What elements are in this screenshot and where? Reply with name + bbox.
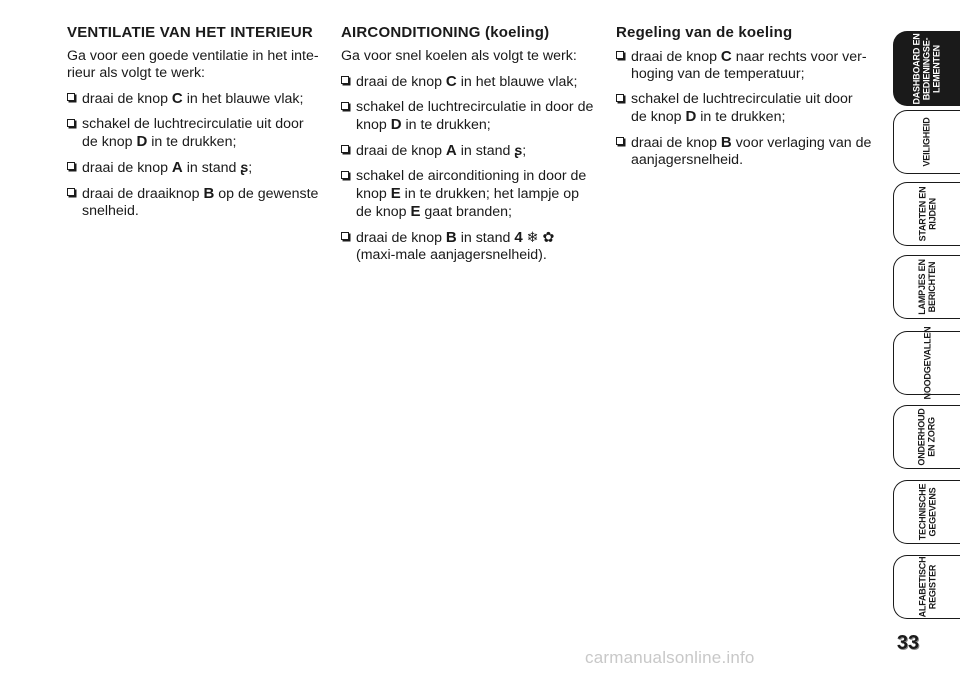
section-title-ventilation: VENTILATIE VAN HET INTERIEUR xyxy=(67,24,313,41)
section-intro: Ga voor snel koelen als volgt te werk: xyxy=(341,48,577,64)
checkbox-bullet-icon xyxy=(67,119,75,127)
fan-speed-icon: ❄ ✿ xyxy=(526,230,555,246)
checkbox-bullet-icon xyxy=(616,137,624,145)
checkbox-bullet-icon xyxy=(67,93,75,101)
page-number: 33 xyxy=(896,632,920,654)
section-title-airconditioning: AIRCONDITIONING (koeling) xyxy=(341,24,550,41)
checkbox-bullet-icon xyxy=(341,102,349,110)
checkbox-bullet-icon xyxy=(341,145,349,153)
checkbox-bullet-icon xyxy=(67,162,75,170)
checkbox-bullet-icon xyxy=(341,76,349,84)
list-item: draai de knop A in stand ʂ; xyxy=(341,142,597,160)
list-item: draai de knop C in het blauwe vlak; xyxy=(341,73,597,91)
tab-veiligheid[interactable]: VEILIGHEID xyxy=(893,110,960,174)
list-item: schakel de airconditioning in door de knop E in te drukken; het lampje op de knop E gaat branden; xyxy=(341,168,597,221)
column-ventilation xyxy=(67,24,323,228)
step-list xyxy=(67,90,323,220)
list-item: draai de knop B voor verlaging van de aanjagersnelheid. xyxy=(616,134,872,169)
list-item: draai de knop C naar rechts voor ver-hoging van de temperatuur; xyxy=(616,48,872,83)
airflow-face-icon: ʂ xyxy=(240,160,249,176)
section-title-cooling-control: Regeling van de koeling xyxy=(616,24,793,41)
step-list xyxy=(341,73,597,264)
column-airconditioning xyxy=(341,24,597,272)
checkbox-bullet-icon xyxy=(341,171,349,179)
list-item: draai de knop B in stand 4 ❄ ✿ (maxi-male aanjagersnelheid). xyxy=(341,229,597,264)
list-item: schakel de luchtrecirculatie in door de knop D in te drukken; xyxy=(341,99,597,134)
tab-register[interactable]: ALFABETISCH REGISTER xyxy=(893,555,960,619)
checkbox-bullet-icon xyxy=(341,232,349,240)
step-list xyxy=(616,48,872,169)
airflow-face-icon: ʂ xyxy=(514,143,523,159)
list-item: draai de knop C in het blauwe vlak; xyxy=(67,90,323,108)
tab-lampjes[interactable]: LAMPJES EN BERICHTEN xyxy=(893,255,960,319)
tab-technische[interactable]: TECHNISCHE GEGEVENS xyxy=(893,480,960,544)
list-item: draai de draaiknop B op de gewenste snelheid. xyxy=(67,185,323,220)
chapter-tabs xyxy=(893,0,960,677)
section-intro: Ga voor een goede ventilatie in het inte-rieur als volgt te werk: xyxy=(67,48,319,81)
column-cooling-control xyxy=(616,24,872,177)
checkbox-bullet-icon xyxy=(616,51,624,59)
list-item: draai de knop A in stand ʂ; xyxy=(67,159,323,177)
tab-dashboard[interactable]: DASHBOARD EN BEDIENINGSE- LEMENTEN xyxy=(893,31,960,106)
checkbox-bullet-icon xyxy=(67,188,75,196)
checkbox-bullet-icon xyxy=(616,94,624,102)
list-item: schakel de luchtrecirculatie uit door de knop D in te drukken; xyxy=(616,91,872,126)
list-item: schakel de luchtrecirculatie uit door de knop D in te drukken; xyxy=(67,116,323,151)
tab-starten[interactable]: STARTEN EN RIJDEN xyxy=(893,182,960,246)
watermark: carmanualsonline.info xyxy=(585,648,755,667)
tab-onderhoud[interactable]: ONDERHOUD EN ZORG xyxy=(893,405,960,469)
tab-noodgevallen[interactable]: NOODGEVALLEN xyxy=(893,331,960,395)
